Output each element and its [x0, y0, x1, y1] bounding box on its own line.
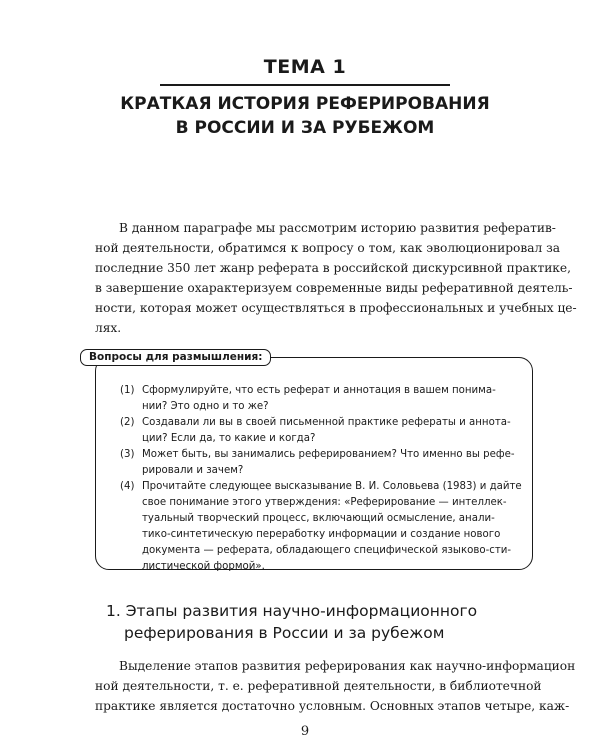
body-line: практике является достаточно условным. Основных этапов четыре, каж-: [95, 699, 570, 713]
intro-line: ной деятельности, обратимся к вопросу о том, как эволюционировал за: [95, 241, 561, 255]
question-line: свое понимание этого утверждения: «Реферирование — интеллек-: [142, 497, 507, 508]
question-number: (4): [120, 481, 135, 492]
question-item: [120, 383, 520, 415]
chapter-title-line: В РОССИИ И ЗА РУБЕЖОМ: [175, 118, 435, 138]
chapter-title: [100, 92, 510, 140]
body-paragraph: [95, 656, 576, 716]
question-number: (1): [120, 385, 135, 396]
questions-list: [120, 383, 520, 575]
question-line: листической формой».: [142, 561, 265, 572]
body-line: Выделение этапов развития реферирования как научно-информацион: [119, 659, 576, 673]
question-number: (3): [120, 449, 135, 460]
topic-rule: [160, 84, 450, 86]
question-line: нии? Это одно и то же?: [142, 401, 269, 412]
intro-line: последние 350 лет жанр реферата в российской дискурсивной практике,: [95, 261, 572, 275]
intro-line: В данном параграфе мы рассмотрим историю развития рефератив-: [119, 221, 556, 235]
question-line: тико-синтетическую переработку информации и создание нового: [142, 529, 501, 540]
body-line: ной деятельности, т. е. реферативной деятельности, в библиотечной: [95, 679, 542, 693]
question-item: [120, 415, 520, 447]
question-line: Создавали ли вы в своей письменной практике рефераты и аннота-: [142, 417, 511, 428]
section-heading: [106, 600, 526, 644]
section-heading-line: 1. Этапы развития научно-информационного: [106, 602, 478, 620]
chapter-title-line: КРАТКАЯ ИСТОРИЯ РЕФЕРИРОВАНИЯ: [120, 94, 490, 114]
topic-title: ТЕМА 1: [263, 56, 347, 78]
question-item: [120, 479, 520, 575]
question-item: [120, 447, 520, 479]
question-line: туальный творческий процесс, включающий осмысление, анали-: [142, 513, 495, 524]
intro-line: лях.: [95, 321, 122, 335]
question-line: рировали и зачем?: [142, 465, 244, 476]
question-line: документа — реферата, обладающего специфической языково-сти-: [142, 545, 512, 556]
intro-paragraph: [95, 218, 577, 338]
question-number: (2): [120, 417, 135, 428]
questions-box-label: Вопросы для размышления:: [80, 349, 271, 366]
question-line: Может быть, вы занимались реферированием? Что именно вы рефе-: [142, 449, 515, 460]
section-heading-line: реферирования в России и за рубежом: [124, 624, 445, 642]
question-line: ции? Если да, то какие и когда?: [142, 433, 316, 444]
page-number: 9: [300, 724, 310, 739]
question-line: Сформулируйте, что есть реферат и аннотация в вашем понима-: [142, 385, 496, 396]
intro-line: в завершение охарактеризуем современные виды реферативной деятель-: [95, 281, 573, 295]
intro-line: ности, которая может осуществляться в профессиональных и учебных це-: [95, 301, 577, 315]
question-line: Прочитайте следующее высказывание В. И. Соловьева (1983) и дайте: [142, 481, 522, 492]
